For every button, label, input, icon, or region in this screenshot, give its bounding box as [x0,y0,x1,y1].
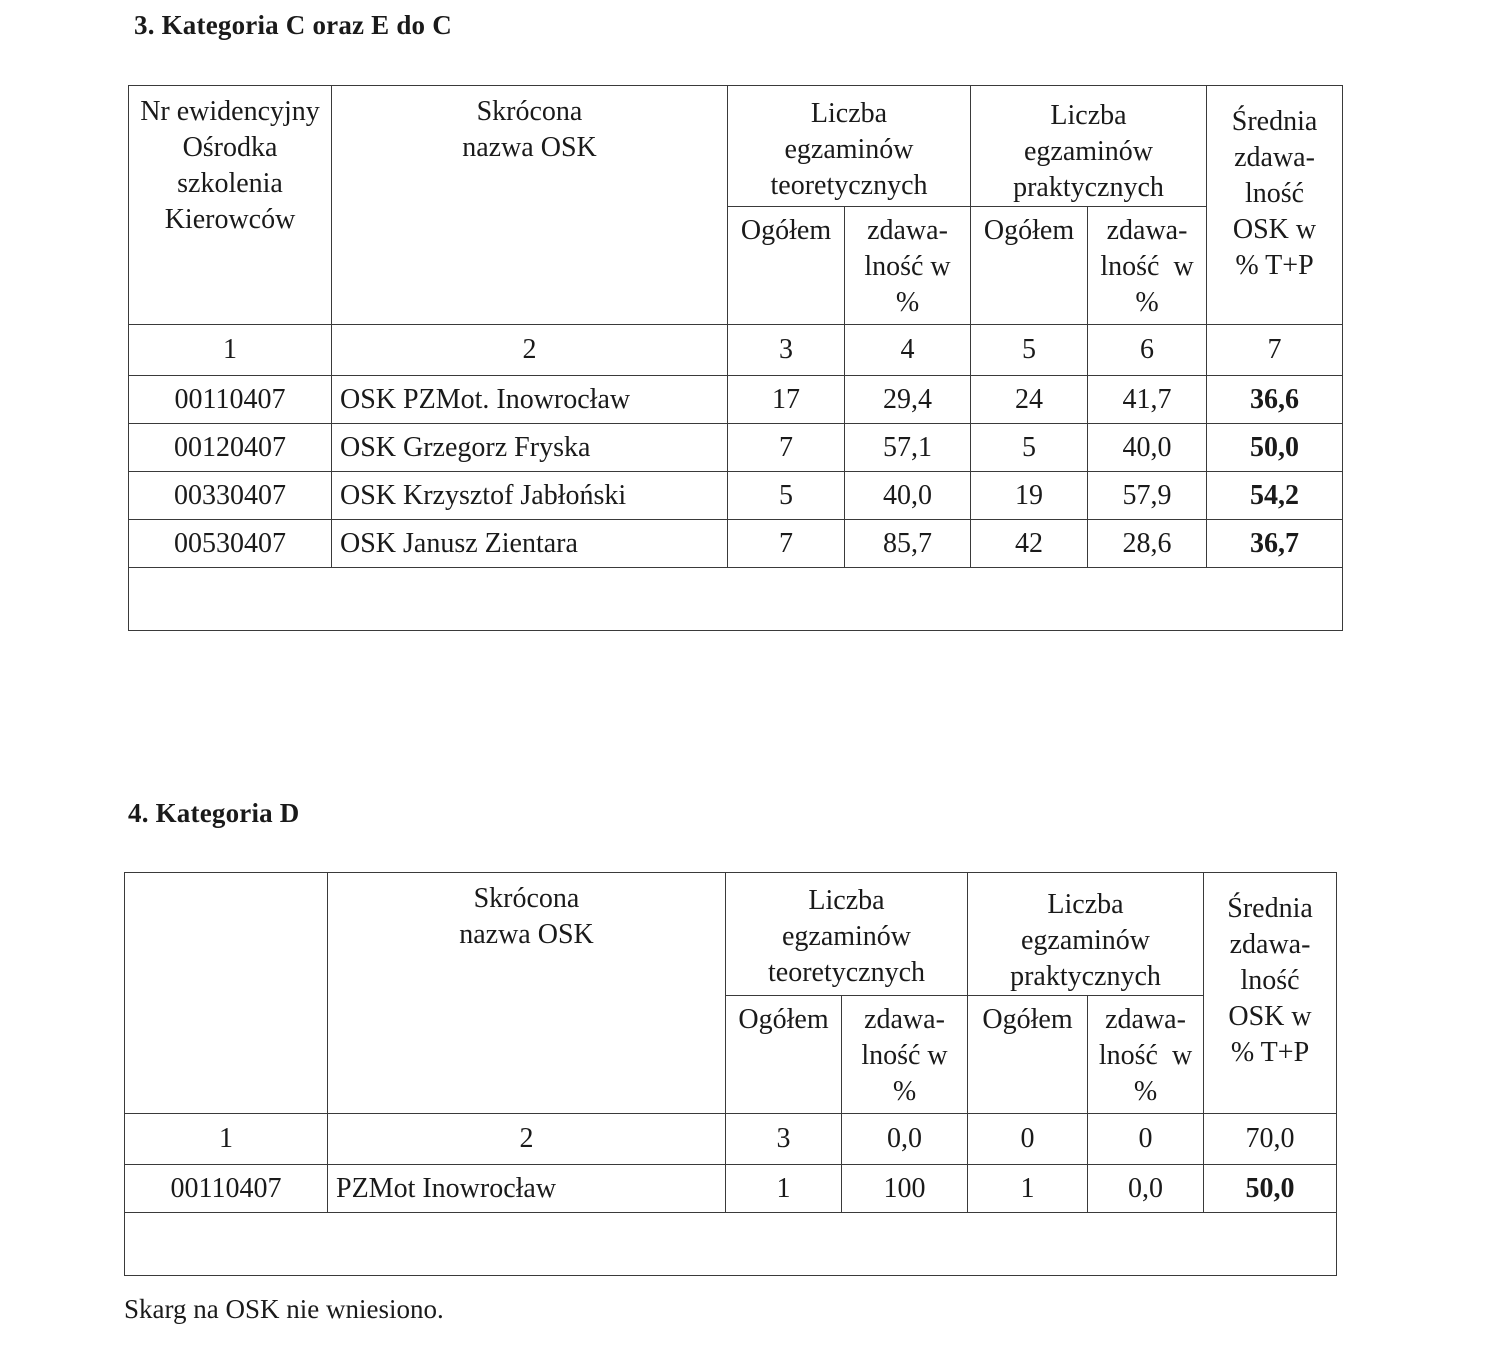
subheader-theory-total: Ogółem [726,996,842,1114]
practice-total: 24 [971,376,1088,424]
table-row [129,424,1343,472]
empty-row [125,1213,1337,1276]
section-4-title: 4. Kategoria D [128,798,300,828]
theory-pass-rate: 40,0 [845,472,971,520]
column-number: 0,0 [842,1114,968,1165]
header-osk-name: Skrócona nazwa OSK [332,86,728,325]
category-c-table [128,85,1343,631]
subheader-practice-pass: zdawa- lność w % [1088,207,1207,325]
subheader-practice-total: Ogółem [968,996,1088,1114]
header-practice-exams: Liczba egzaminów praktycznych [971,86,1207,207]
column-number: 7 [1207,325,1343,376]
complaints-note: Skarg na OSK nie wniesiono. [124,1294,444,1324]
subheader-practice-pass: zdawa- lność w % [1088,996,1204,1114]
column-number: 6 [1088,325,1207,376]
column-number: 1 [125,1114,328,1165]
table-row [129,376,1343,424]
header-row [129,86,1343,207]
column-number: 3 [726,1114,842,1165]
osk-name: OSK PZMot. Inowrocław [332,376,728,424]
subheader-theory-pass: zdawa- lność w % [845,207,971,325]
column-number: 5 [971,325,1088,376]
average-pass-rate: 50,0 [1204,1165,1337,1213]
practice-pass-rate: 40,0 [1088,424,1207,472]
column-number: 0 [968,1114,1088,1165]
column-number: 4 [845,325,971,376]
empty-row [129,568,1343,631]
osk-name: PZMot Inowrocław [328,1165,726,1213]
theory-pass-rate: 100 [842,1165,968,1213]
header-row [125,873,1337,996]
theory-total: 7 [728,424,845,472]
table-row [129,472,1343,520]
registration-number: 00120407 [129,424,332,472]
table-row [125,1165,1337,1213]
header-average-pass-rate: Średnia zdawa- lność OSK w % T+P [1204,873,1337,1114]
column-number-row [129,325,1343,376]
practice-total: 5 [971,424,1088,472]
practice-pass-rate: 0,0 [1088,1165,1204,1213]
table-row [129,520,1343,568]
header-osk-name: Skrócona nazwa OSK [328,873,726,1114]
average-pass-rate: 36,7 [1207,520,1343,568]
subheader-theory-pass: zdawa- lność w % [842,996,968,1114]
header-theory-exams: Liczba egzaminów teoretycznych [726,873,968,996]
practice-pass-rate: 28,6 [1088,520,1207,568]
column-number-row [125,1114,1337,1165]
osk-name: OSK Janusz Zientara [332,520,728,568]
osk-name: OSK Grzegorz Fryska [332,424,728,472]
header-registration-number: Nr ewidencyjny Ośrodka szkolenia Kierowców [129,86,332,325]
theory-total: 7 [728,520,845,568]
column-number: 70,0 [1204,1114,1337,1165]
practice-pass-rate: 57,9 [1088,472,1207,520]
empty-cell [129,568,1343,631]
column-number: 2 [328,1114,726,1165]
registration-number: 00110407 [129,376,332,424]
header-registration-number [125,873,328,1114]
average-pass-rate: 54,2 [1207,472,1343,520]
subheader-practice-total: Ogółem [971,207,1088,325]
average-pass-rate: 36,6 [1207,376,1343,424]
empty-cell [125,1213,1337,1276]
section-3-title: 3. Kategoria C oraz E do C [134,10,452,40]
column-number: 3 [728,325,845,376]
category-d-table [124,872,1337,1276]
osk-name: OSK Krzysztof Jabłoński [332,472,728,520]
registration-number: 00330407 [129,472,332,520]
header-theory-exams: Liczba egzaminów teoretycznych [728,86,971,207]
theory-pass-rate: 85,7 [845,520,971,568]
practice-total: 42 [971,520,1088,568]
header-practice-exams: Liczba egzaminów praktycznych [968,873,1204,996]
column-number: 0 [1088,1114,1204,1165]
subheader-theory-total: Ogółem [728,207,845,325]
practice-pass-rate: 41,7 [1088,376,1207,424]
theory-total: 17 [728,376,845,424]
practice-total: 1 [968,1165,1088,1213]
theory-total: 5 [728,472,845,520]
average-pass-rate: 50,0 [1207,424,1343,472]
column-number: 1 [129,325,332,376]
column-number: 2 [332,325,728,376]
theory-total: 1 [726,1165,842,1213]
header-average-pass-rate: Średnia zdawa- lność OSK w % T+P [1207,86,1343,325]
theory-pass-rate: 29,4 [845,376,971,424]
registration-number: 00530407 [129,520,332,568]
theory-pass-rate: 57,1 [845,424,971,472]
registration-number: 00110407 [125,1165,328,1213]
practice-total: 19 [971,472,1088,520]
